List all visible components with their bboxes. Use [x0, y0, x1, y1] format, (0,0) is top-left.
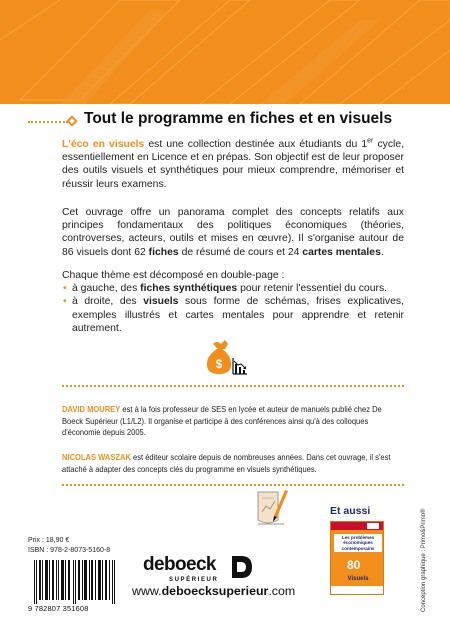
intro-paragraph: L'éco en visuels est une collection destinée aux étudiants du 1er cycle, essentiellement en Licence et en prépas. Son objectif est de leur proposer des outils visuels et synthétiques pour mieux comprendre, mémoriser et réussir leurs examens. [62, 137, 404, 190]
diamond-bullet-icon [66, 115, 77, 126]
website-link[interactable]: www.deboecksuperieur.com [132, 584, 296, 598]
publisher-logo-icon [232, 556, 252, 578]
list-item-left-page: • à gauche, des fiches synthétiques pour retenir l'essentiel du cours. [62, 282, 404, 295]
barcode-number: 9 782807 351608 [28, 604, 89, 613]
price-block [28, 536, 110, 555]
publisher-name: deboeck [143, 554, 216, 575]
design-credits: Conception graphique : Primo&Primo® [421, 508, 427, 612]
author-name: DAVID MOUREY [62, 404, 121, 414]
isbn: ISBN : 978-2-8073-5160-8 [28, 546, 111, 554]
publisher-logo [143, 554, 219, 583]
collection-name: L'éco en visuels [62, 139, 145, 150]
money-bag-icon [204, 338, 248, 376]
overview-paragraph: Cet ouvrage offre un panorama complet des concepts relatifs aux principes fondamentaux des politiques économiques (théories, controverses, acteurs, outils et mises en œuvre). Il s'organise autour de 86 visuels dont 62 fiches de résumé de cours et 24 cartes mentales. [62, 207, 404, 258]
see-also-label: Et aussi [330, 505, 371, 517]
barcode [28, 560, 122, 604]
author-bio-waszak: NICOLAS WASZAK est éditeur scolaire depuis de nombreuses années. Dans cet ouvrage, il s'est attaché à adapter des concepts clés du programme en visuels synthétiques. [62, 452, 391, 474]
section-separator [62, 484, 404, 486]
chart-down-icon [233, 358, 247, 374]
cover-top-tab [367, 523, 379, 529]
related-book-title: Les problèmes économiques contemporains [334, 534, 382, 552]
cover-bottom-strip [331, 586, 384, 594]
related-book-subtitle: Visuels [347, 576, 369, 582]
page-headline: Tout le programme en fiches et en visuels [84, 110, 393, 127]
list-item-right-page: • à droite, des visuels sous forme de schémas, frises explicatives, exemples illustrés et cartes mentales pour apprendre et retenir autrement. [62, 295, 404, 335]
cover-banner [0, 0, 450, 104]
related-book-cover[interactable] [330, 521, 384, 595]
section-separator [62, 385, 404, 387]
banner-pattern [0, 0, 450, 104]
related-book-number: 80 [347, 558, 361, 572]
theme-intro: Chaque thème est décomposé en double-page : [62, 270, 285, 281]
author-name: NICOLAS WASZAK [62, 452, 131, 462]
price: Prix : 18,90 € [28, 537, 70, 544]
headline-dotted-line [28, 121, 68, 123]
author-bio-mourey: DAVID MOUREY est à la fois professeur de SES en lycée et auteur de manuels publié chez De Boeck Supérieur (L1/L2). Il organise et participe à des conférences ainsi qu'à des colloques d'économie depuis 2005. [62, 404, 382, 438]
publisher-tagline: SUPÉRIEUR [169, 577, 219, 583]
theme-structure [62, 269, 404, 335]
svg-text:$: $ [215, 357, 223, 371]
drawing-icon [254, 486, 288, 526]
